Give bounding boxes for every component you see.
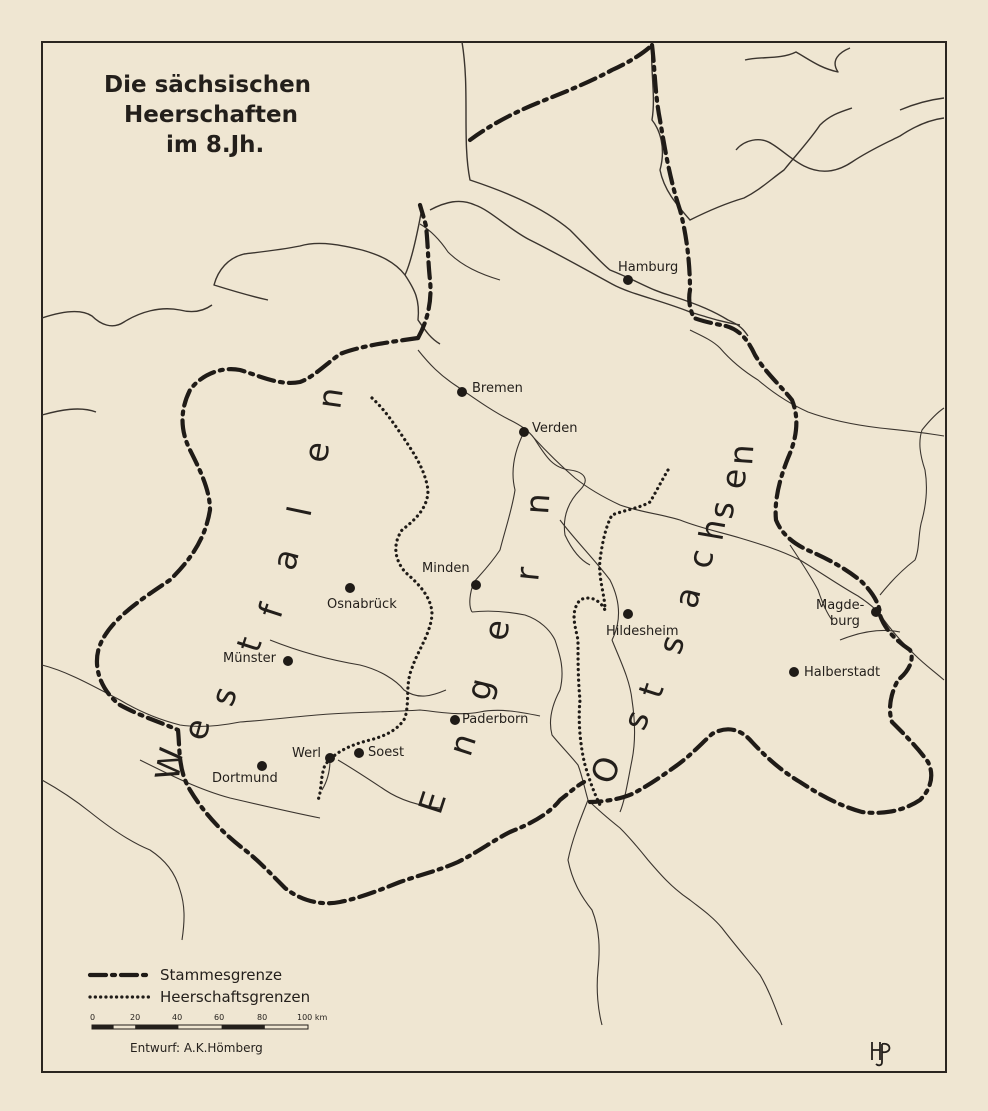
svg-text:e: e <box>295 438 338 466</box>
scale-bar <box>90 1013 327 1029</box>
legend-lordship-label: Heerschaftsgrenzen <box>160 988 311 1006</box>
svg-text:burg: burg <box>830 614 860 629</box>
svg-text:s: s <box>701 498 743 522</box>
svg-text:a: a <box>264 544 307 575</box>
city-soest[interactable] <box>354 745 404 760</box>
city-magdeburg[interactable] <box>816 598 881 629</box>
svg-text:Hildesheim: Hildesheim <box>606 624 679 639</box>
svg-text:Dortmund: Dortmund <box>212 771 278 786</box>
svg-text:t: t <box>228 632 270 657</box>
svg-text:Soest: Soest <box>368 745 405 760</box>
city-verden[interactable] <box>519 421 578 437</box>
svg-text:W: W <box>147 744 192 784</box>
cities <box>212 260 881 786</box>
city-paderborn[interactable] <box>450 712 528 727</box>
svg-text:80: 80 <box>257 1013 268 1022</box>
svg-text:n: n <box>440 728 485 761</box>
city-hamburg[interactable] <box>618 260 678 285</box>
svg-text:100 km: 100 km <box>297 1013 328 1022</box>
map-frame <box>42 42 946 1072</box>
svg-text:l: l <box>279 502 320 520</box>
publisher-monogram <box>872 1042 890 1065</box>
region-engern <box>411 492 558 819</box>
city-dortmund[interactable] <box>212 761 278 786</box>
svg-text:e: e <box>475 616 518 644</box>
svg-text:f: f <box>250 599 292 623</box>
svg-text:Osnabrück: Osnabrück <box>327 597 397 612</box>
svg-text:Bremen: Bremen <box>472 381 523 396</box>
legend <box>90 966 310 1006</box>
svg-text:Werl: Werl <box>292 746 322 761</box>
region-ostsachsen <box>583 443 762 789</box>
region-westfalen <box>147 385 350 783</box>
svg-text:h: h <box>691 516 734 544</box>
svg-text:s: s <box>202 682 245 711</box>
svg-text:20: 20 <box>130 1013 141 1022</box>
svg-text:E: E <box>410 786 455 819</box>
svg-text:n: n <box>309 384 351 412</box>
svg-text:n: n <box>517 491 558 516</box>
svg-text:r: r <box>507 565 548 583</box>
svg-text:60: 60 <box>214 1013 225 1022</box>
city-halberstadt[interactable] <box>789 665 880 680</box>
svg-text:Heerschaften: Heerschaften <box>124 102 298 128</box>
svg-text:e: e <box>713 466 755 491</box>
city-bremen[interactable] <box>457 381 523 397</box>
svg-text:g: g <box>457 674 501 704</box>
svg-text:0: 0 <box>90 1013 96 1022</box>
svg-text:Paderborn: Paderborn <box>462 712 529 727</box>
svg-text:40: 40 <box>172 1013 183 1022</box>
svg-text:s: s <box>650 630 693 659</box>
svg-text:c: c <box>679 545 722 572</box>
author-credit: Entwurf: A.K.Hömberg <box>130 1041 263 1055</box>
city-werl[interactable] <box>292 746 335 763</box>
svg-text:n: n <box>721 442 762 467</box>
svg-text:Verden: Verden <box>532 421 578 436</box>
svg-text:e: e <box>175 714 218 745</box>
svg-text:O: O <box>582 750 629 789</box>
legend-tribal-label: Stammesgrenze <box>160 966 283 984</box>
svg-text:im 8.Jh.: im 8.Jh. <box>166 132 265 158</box>
svg-text:Minden: Minden <box>422 561 470 576</box>
svg-text:Die sächsischen: Die sächsischen <box>104 72 312 98</box>
svg-text:Magde-: Magde- <box>816 598 865 613</box>
svg-text:Münster: Münster <box>223 651 276 666</box>
city-minden[interactable] <box>422 561 481 590</box>
svg-text:t: t <box>630 678 672 703</box>
svg-text:Halberstadt: Halberstadt <box>804 665 881 680</box>
svg-text:a: a <box>665 582 709 612</box>
city-osnabrueck[interactable] <box>327 583 397 612</box>
svg-text:s: s <box>614 705 658 735</box>
map-title <box>104 72 311 158</box>
city-hildesheim[interactable] <box>606 609 679 639</box>
svg-text:Hamburg: Hamburg <box>618 260 679 275</box>
